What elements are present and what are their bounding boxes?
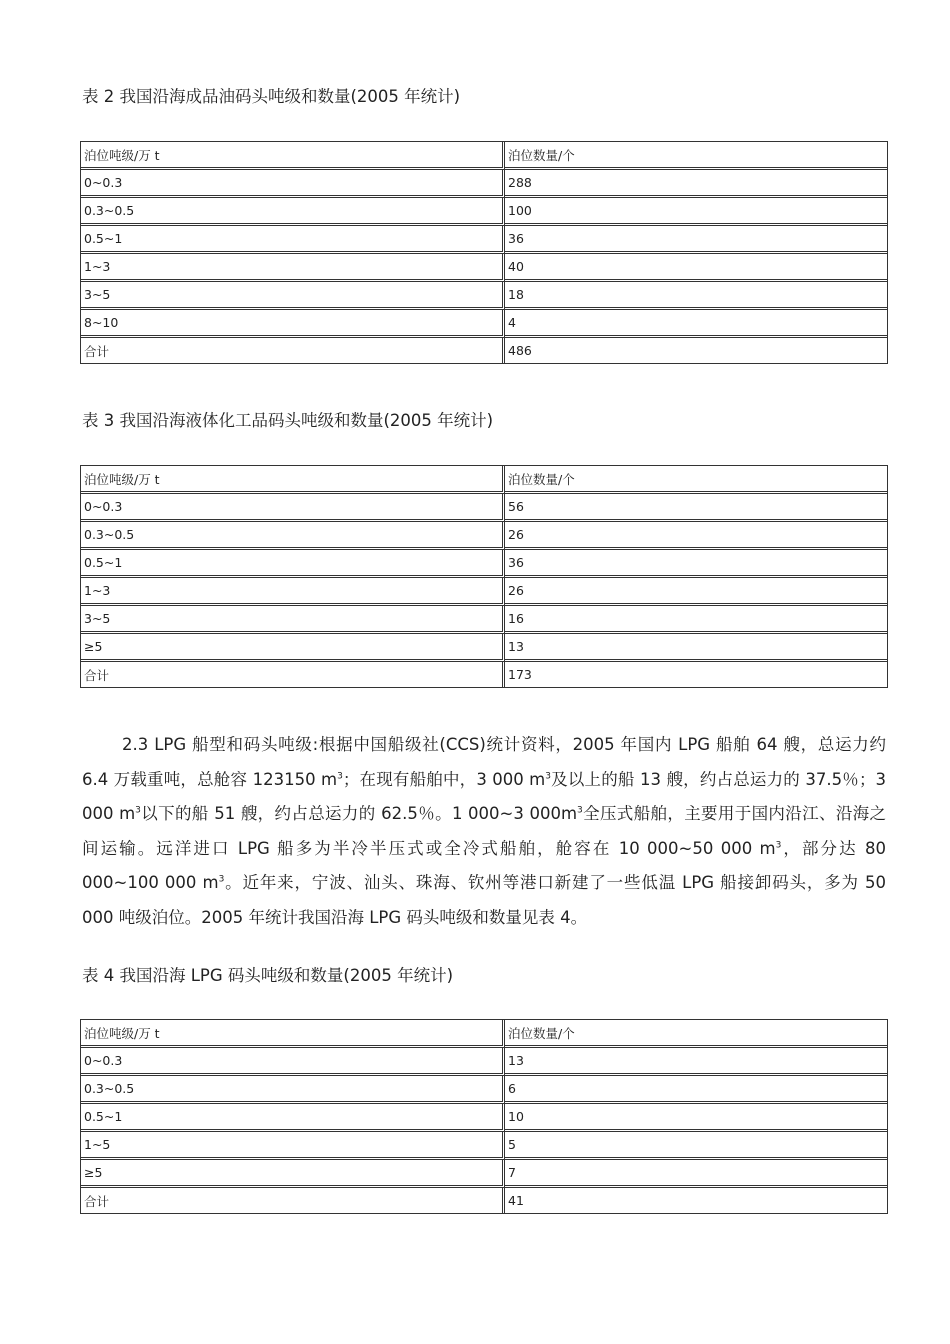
- table-cell: 0~0.3: [81, 1048, 505, 1076]
- table-cell: 8~10: [81, 310, 505, 338]
- table-cell: 36: [505, 226, 887, 254]
- table-header-row: [81, 466, 887, 494]
- table-cell: 1~3: [81, 254, 505, 282]
- table-row: [81, 254, 887, 282]
- table-cell: 合计: [81, 1188, 505, 1213]
- table-row: [81, 550, 887, 578]
- table-cell: 36: [505, 550, 887, 578]
- table-row: [81, 634, 887, 662]
- table-row: [81, 282, 887, 310]
- table-cell: 18: [505, 282, 887, 310]
- table-row: [81, 578, 887, 606]
- header-cell: 泊位吨级/万 t: [81, 1020, 505, 1048]
- table-3-caption: 表 3 我国沿海液体化工品码头吨级和数量(2005 年统计): [82, 411, 494, 430]
- table-row: [81, 1160, 887, 1188]
- table-cell: 56: [505, 494, 887, 522]
- table-row: [81, 606, 887, 634]
- table-cell: 0.5~1: [81, 1104, 505, 1132]
- table-row: [81, 662, 887, 687]
- table-cell: 3~5: [81, 606, 505, 634]
- table-cell: 26: [505, 522, 887, 550]
- table-row: [81, 170, 887, 198]
- table-row: [81, 522, 887, 550]
- table-row: [81, 1188, 887, 1213]
- table-row: [81, 310, 887, 338]
- table-cell: 173: [508, 667, 532, 682]
- table-cell: 0.3~0.5: [81, 522, 505, 550]
- table-cell: ≥5: [81, 1160, 505, 1188]
- table-cell: 1~3: [81, 578, 505, 606]
- table-cell: 合计: [81, 338, 505, 363]
- table-cell: 0.3~0.5: [81, 1076, 505, 1104]
- body-paragraph: 2.3 LPG 船型和码头吨级:根据中国船级社(CCS)统计资料，2005 年国内 LPG 船舶 64 艘，总运力约 6.4 万载重吨，总舱容 123150 $m^3$；在现有船舶中，3 000 $m^3$及以上的船 13 艘，约占总运力的 37.5％；3 000 $m^3$以下的船 51 艘，约占总运力的 62.5％。1 000~3 $000m^3$全压式船舶，主要用于国内沿江、沿海之间运输。远洋进口 LPG 船多为半冷半压式或全冷式船舶，舱容在 10 000~50 000 $m^3$，部分达 80 000~100 000 $m^3$。近年来，宁波、汕头、珠海、钦州等港口新建了一些低温 LPG 船接卸码头，多为 50 000 吨级泊位。2005 年统计我国沿海 LPG 码头吨级和数量见表 4。: [82, 735, 887, 927]
- table-row: [81, 1048, 887, 1076]
- table-header-row: [81, 142, 887, 170]
- table-2: [80, 141, 888, 364]
- table-row: [81, 226, 887, 254]
- table-cell: 0.3~0.5: [81, 198, 505, 226]
- table-cell: 7: [505, 1160, 887, 1188]
- table-cell: 6: [505, 1076, 887, 1104]
- table-cell: ≥5: [81, 634, 505, 662]
- table-row: [81, 494, 887, 522]
- table-cell: 0.5~1: [81, 550, 505, 578]
- table-4-caption: 表 4 我国沿海 LPG 码头吨级和数量(2005 年统计): [82, 966, 454, 985]
- table-cell: 0.5~1: [81, 226, 505, 254]
- table-cell: 3~5: [81, 282, 505, 310]
- table-cell: 0~0.3: [81, 170, 505, 198]
- table-cell: 10: [505, 1104, 887, 1132]
- table-cell: 5: [505, 1132, 887, 1160]
- header-cell: 泊位数量/个: [505, 142, 887, 170]
- table-cell: 1~5: [81, 1132, 505, 1160]
- table-row: [81, 1132, 887, 1160]
- table-cell: 4: [505, 310, 887, 338]
- header-cell: 泊位吨级/万 t: [81, 466, 505, 494]
- table-header-row: [81, 1020, 887, 1048]
- table-cell: 26: [505, 578, 887, 606]
- table-4: [80, 1019, 888, 1214]
- table-cell: 16: [505, 606, 887, 634]
- table-row: [81, 198, 887, 226]
- table-cell: 288: [505, 170, 887, 198]
- table-cell: 40: [505, 254, 887, 282]
- table-row: [81, 1076, 887, 1104]
- table-cell: 486: [508, 343, 532, 358]
- table-2-caption: 表 2 我国沿海成品油码头吨级和数量(2005 年统计): [82, 87, 461, 106]
- header-cell: 泊位数量/个: [505, 1020, 887, 1048]
- header-cell: 泊位吨级/万 t: [81, 142, 505, 170]
- table-row: [81, 1104, 887, 1132]
- header-cell: 泊位数量/个: [505, 466, 887, 494]
- table-cell: 13: [505, 634, 887, 662]
- table-3: [80, 465, 888, 688]
- table-cell: 41: [508, 1193, 524, 1208]
- table-cell: 13: [505, 1048, 887, 1076]
- table-cell: 合计: [81, 662, 505, 687]
- table-cell: 0~0.3: [81, 494, 505, 522]
- table-cell: 100: [505, 198, 887, 226]
- table-row: [81, 338, 887, 363]
